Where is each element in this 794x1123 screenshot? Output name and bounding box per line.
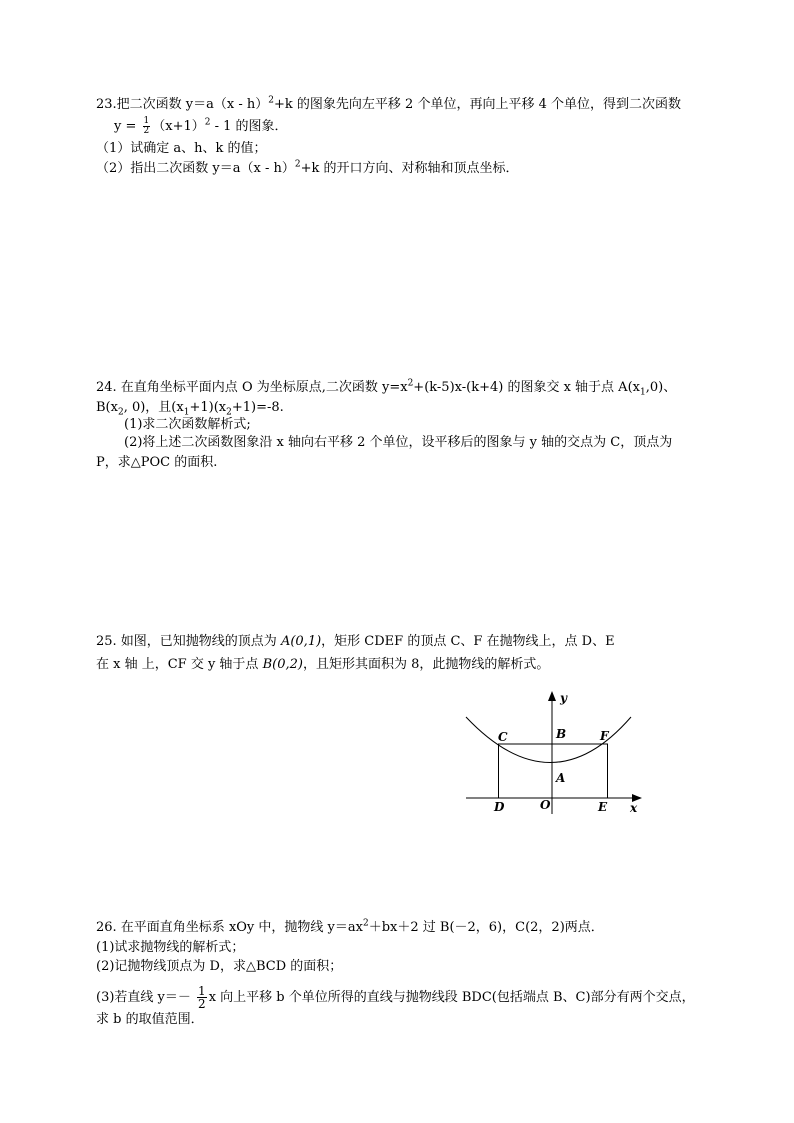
fraction-numerator: 1	[198, 984, 206, 998]
exponent: 2	[407, 378, 414, 389]
q23-line1	[96, 97, 681, 113]
exponent: 2	[362, 918, 369, 929]
q23-text: 23.把二次函数 y＝a（x - h）	[96, 97, 269, 112]
label-a: A	[556, 771, 566, 785]
q26-line1	[96, 920, 604, 936]
q24-line2	[96, 400, 284, 416]
q23-text: y =	[114, 119, 137, 134]
q25-line2	[96, 657, 549, 673]
q25-text: ，矩形 CDEF 的顶点 C、F 在抛物线上，点 D、E	[321, 634, 615, 649]
q25-line1	[96, 634, 615, 650]
exponent: 2	[294, 159, 301, 170]
subscript: 2	[117, 407, 124, 418]
label-x: x	[630, 801, 638, 815]
y-axis-arrow	[548, 691, 556, 701]
q26-item1: (1)试求抛物线的解析式；	[96, 940, 245, 955]
q23-item2	[96, 161, 519, 177]
label-y: y	[560, 691, 567, 705]
q23-text: +k 的图象先向左平移 2 个单位，再向上平移 4 个单位，得到二次函数	[274, 97, 681, 112]
q25-text: 25. 如图，已知抛物线的顶点为	[96, 634, 281, 649]
label-f: F	[600, 729, 609, 743]
q23-text: - 1 的图象．	[210, 119, 288, 134]
q26-item2: (2)记抛物线顶点为 D，求△BCD 的面积；	[96, 959, 343, 974]
q23-text: （x+1）	[152, 119, 205, 134]
q24-line1	[96, 380, 676, 396]
q24-text: 24. 在直角坐标平面内点 O 为坐标原点,二次函数 y=x	[96, 380, 408, 395]
q23-item1: （1）试确定 a、h、k 的值；	[96, 141, 267, 156]
q25-parabola-figure	[460, 688, 650, 818]
label-o: O	[540, 798, 551, 812]
rectangle-cdef	[499, 744, 608, 798]
subscript: 2	[226, 407, 232, 418]
q24-item1: (1)求二次函数解析式;	[124, 417, 251, 432]
q26-text: 26. 在平面直角坐标系 xOy 中，抛物线 y＝ax	[96, 920, 363, 935]
exponent: 2	[204, 117, 211, 128]
fraction-denominator: 2	[143, 126, 150, 136]
q25-text: 在 x 轴 上，CF 交 y 轴于点	[96, 657, 263, 672]
label-e: E	[598, 800, 608, 814]
q24-item2-line1: (2)将上述二次函数图象沿 x 轴向右平移 2 个单位，设平移后的图象与 y 轴的交点为 C，顶点为	[124, 435, 673, 450]
fraction-one-half	[143, 117, 151, 136]
q26-text: (3)若直线 y＝－	[96, 990, 191, 1005]
exponent: 2	[268, 95, 274, 106]
q26-text: ＋bx＋2 过 B(－2，6)，C(2，2)两点．	[368, 920, 604, 935]
fraction-one-half	[197, 985, 207, 1010]
q23-text: （2）指出二次函数 y＝a（x - h）	[96, 161, 295, 176]
point-b-coords: B(0,2)	[262, 657, 303, 672]
subscript: 1	[639, 387, 646, 398]
fraction-numerator: 1	[143, 116, 150, 126]
label-b: B	[556, 727, 567, 741]
q26-item4: 求 b 的取值范围．	[96, 1012, 204, 1027]
q26-text: x 向上平移 b 个单位所得的直线与抛物线段 BDC(包括端点 B、C)部分有两个交点，	[208, 990, 695, 1005]
q25-text: ，且矩形其面积为 8，此抛物线的解析式。	[302, 657, 550, 672]
q24-text: B(x	[96, 400, 118, 415]
subscript: 1	[183, 407, 190, 418]
fraction-denominator: 2	[198, 997, 206, 1011]
q26-item3	[96, 985, 695, 1010]
label-c: C	[498, 730, 508, 744]
q23-text: +k 的开口方向、对称轴和顶点坐标．	[300, 161, 519, 176]
q24-text: +1)(x	[189, 400, 227, 415]
label-d: D	[494, 800, 505, 814]
point-a-coords: A(0,1)	[280, 634, 322, 649]
q23-line2	[114, 117, 288, 136]
q24-item2-line2: P，求△POC 的面积.	[96, 455, 218, 470]
q24-text: ,0)、	[645, 380, 677, 395]
q24-text: +1)=-8.	[231, 400, 284, 415]
q24-text: +(k-5)x-(k+4) 的图象交 x 轴于点 A(x	[413, 380, 640, 395]
q24-text: , 0)，且(x	[123, 400, 184, 415]
